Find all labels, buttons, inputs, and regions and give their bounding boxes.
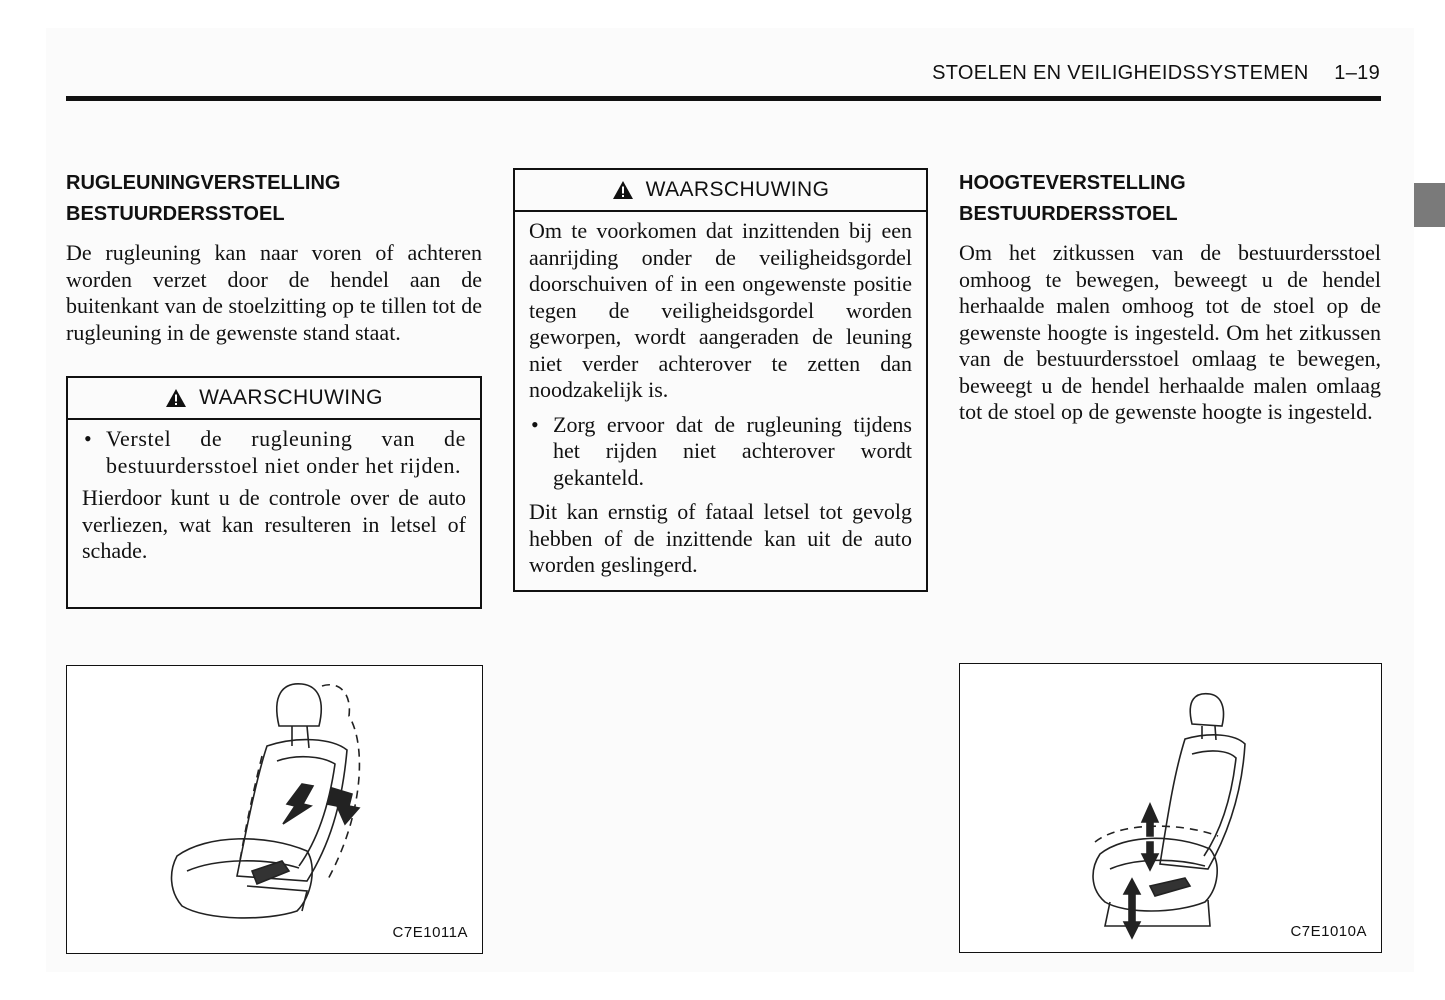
warning-paragraph-2: Dit kan ernstig of fataal letsel tot gevolg hebben of de inzittende kan uit de auto worden geslingerd. — [529, 499, 912, 577]
figure-height-adjust — [959, 663, 1382, 953]
warning-paragraph: Hierdoor kunt u de controle over de auto verliezen, wat kan resulteren in letsel of schade. — [82, 485, 466, 563]
middle-warning-header — [515, 170, 926, 212]
seat-recline-illustration — [67, 666, 484, 955]
middle-warning-box — [513, 168, 928, 592]
figure-code: C7E1010A — [1290, 923, 1367, 940]
left-warning-box — [66, 376, 482, 609]
warning-title: WAARSCHUWING — [199, 386, 383, 409]
bullet-dot: • — [84, 426, 93, 451]
middle-warning-body — [515, 212, 926, 579]
warning-triangle-icon — [165, 388, 187, 408]
warning-bullet: • Verstel de rugleuning van de bestuurdersstoel niet onder het rijden. — [84, 426, 466, 478]
left-paragraph: De rugleuning kan naar voren of achteren worden verzet door de hendel aan de buitenkant van de stoelzitting op te tillen tot de rugleuning in de gewenste stand staat. — [66, 240, 482, 345]
warning-title: WAARSCHUWING — [645, 178, 830, 201]
warning-triangle-icon — [612, 180, 634, 200]
section-title: STOELEN EN VEILIGHEIDSSYSTEMEN — [932, 62, 1309, 84]
chapter-tab-marker — [1414, 183, 1445, 227]
header-rule — [66, 96, 1381, 101]
left-warning-header — [68, 378, 480, 420]
page-number: 1–19 — [1334, 62, 1380, 84]
left-warning-body — [68, 420, 480, 565]
warning-paragraph-1: Om te voorkomen dat inzittenden bij een aanrijding onder de veiligheidsgordel doorschuiven of in een ongewenste positie tegen de veiligheidsgordel worden geworpen, wordt aangeraden de leuning niet verder achterover te zetten dan noodzakelijk is. — [529, 218, 912, 402]
warning-bullet: • Zorg ervoor dat de rugleuning tijdens het rijden niet achterover wordt gekanteld. — [531, 411, 912, 490]
running-header — [700, 62, 1380, 85]
figure-code: C7E1011A — [392, 924, 468, 941]
left-heading: RUGLEUNINGVERSTELLING BESTUURDERSSTOEL — [66, 172, 341, 225]
bullet-dot: • — [531, 411, 539, 437]
figure-backrest-adjust — [66, 665, 483, 954]
right-paragraph: Om het zitkussen van de bestuurdersstoel omhoog te bewegen, beweegt u de hendel herhaalde malen omhoog tot de stoel op de gewenste hoogte is ingesteld. Om het zitkussen van de bestuurdersstoel omlaag te bewegen, beweegt u de hendel herhaalde malen omlaag tot de stoel op de gewenste hoogte is ingesteld. — [959, 240, 1381, 424]
right-heading: HOOGTEVERSTELLING BESTUURDERSSTOEL — [959, 172, 1186, 225]
seat-height-illustration — [960, 664, 1383, 954]
